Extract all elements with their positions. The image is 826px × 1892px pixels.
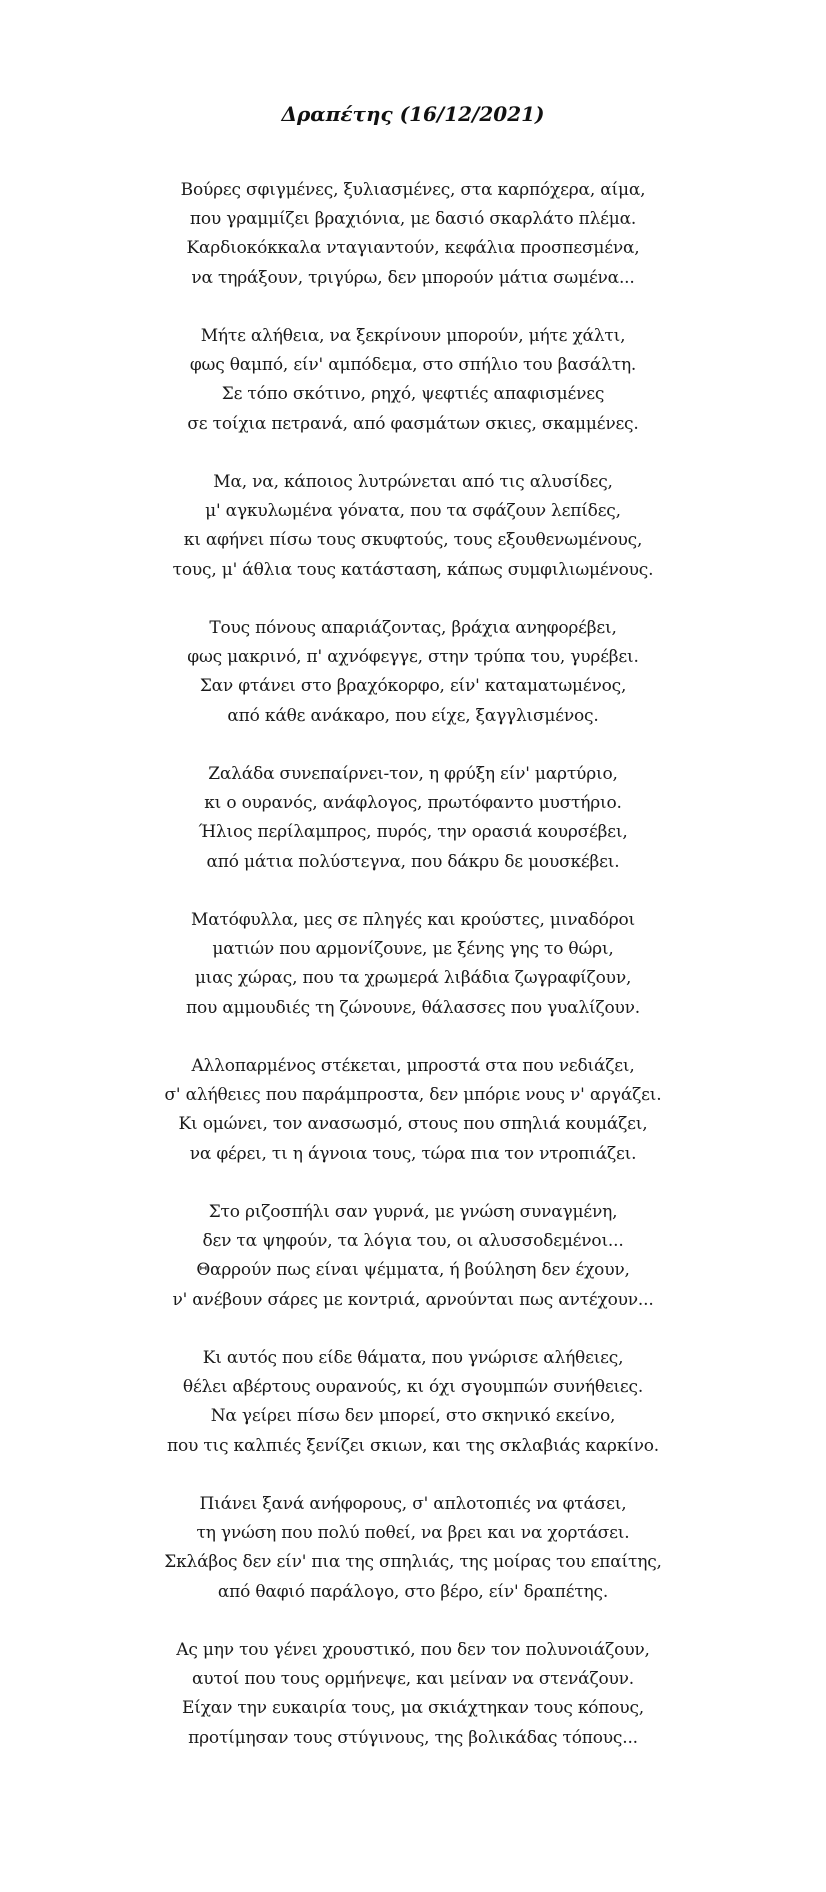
poem-line: Θαρρούν πως είναι ψέμματα, ή βούληση δεν έχουν, [196, 1260, 630, 1281]
poem-line: προτίμησαν τους στύγινους, της βολικάδας τόπους... [188, 1727, 638, 1748]
poem-line: Ήλιος περίλαμπρος, πυρός, την ορασιά κουρσέβει, [198, 822, 628, 843]
poem-line: Ματόφυλλα, μες σε πληγές και κρούστες, μιναδόροι [190, 910, 636, 930]
poem-line: που τις καλπιές ξενίζει σκιων, και της σκλαβιάς καρκίνο. [167, 1435, 659, 1456]
poem-line: να φέρει, τι η άγνοια τους, τώρα πια τον ντροπιάζει. [189, 1143, 637, 1164]
poem-line: Σκλάβος δεν είν' πια της σπηλιάς, της μοίρας του επαίτης, [164, 1552, 662, 1573]
poem-line: Βούρες σφιγμένες, ξυλιασμένες, στα καρπόχερα, αίμα, [180, 180, 646, 200]
poem-line: σε τοίχια πετρανά, από φασμάτων σκιες, σκαμμένες. [187, 413, 639, 434]
poem-line: Σε τόπο σκότινο, ρηχό, ψεφτιές απαφισμένες [221, 384, 605, 405]
poem-line: από θαφιό παράλογο, στο βέρο, είν' δραπέτης. [217, 1581, 609, 1602]
poem-stanza [0, 906, 826, 1052]
poem-body [0, 176, 826, 1782]
poem-stanza [0, 1490, 826, 1636]
poem-line: τους, μ' άθλια τους κατάσταση, κάπως συμφιλιωμένους. [172, 559, 654, 580]
poem-line: μιας χώρας, που τα χρωμερά λιβάδια ζωγραφίζουν, [194, 968, 632, 989]
poem-line: Κι αυτός που είδε θάματα, που γνώρισε αλήθειες, [202, 1348, 624, 1368]
poem-line: που γραμμίζει βραχιόνια, με δασιό σκαρλάτο πλέμα. [189, 209, 637, 230]
poem-line: κι αφήνει πίσω τους σκυφτούς, τους εξουθενωμένους, [183, 530, 643, 551]
poem-line: τη γνώση που πολύ ποθεί, να βρει και να χορτάσει. [196, 1523, 630, 1544]
poem-line: Να γείρει πίσω δεν μπορεί, στο σκηνικό εκείνο, [210, 1406, 616, 1427]
poem-line: από κάθε ανάκαρο, που είχε, ξαγγλισμένος. [227, 705, 599, 726]
poem-line: φως μακρινό, π' αχνόφεγγε, στην τρύπα του, γυρέβει. [187, 647, 639, 668]
poem-stanza [0, 760, 826, 906]
poem-stanza [0, 322, 826, 468]
poem-line: αυτοί που τους ορμήνεψε, και μείναν να στενάζουν. [192, 1669, 634, 1690]
poem-line: Μα, να, κάποιος λυτρώνεται από τις αλυσίδες, [213, 472, 613, 492]
poem-stanza [0, 1344, 826, 1490]
poem-line: Ας μην του γένει χρουστικό, που δεν τον πολυνοιάζουν, [176, 1640, 650, 1660]
poem-stanza [0, 468, 826, 614]
poem-line: σ' αλήθειες που παράμπροστα, δεν μπόριε νους ν' αργάζει. [164, 1085, 662, 1106]
poem-line: θέλει αβέρτους ουρανούς, κι όχι σγουμπών συνήθειες. [182, 1377, 644, 1398]
poem-stanza [0, 176, 826, 322]
poem-line: Μήτε αλήθεια, να ξεκρίνουν μπορούν, μήτε χάλτι, [200, 326, 626, 346]
poem-line: Ζαλάδα συνεπαίρνει-τον, η φρύξη είν' μαρτύριο, [208, 764, 618, 784]
poem-line: δεν τα ψηφούν, τα λόγια του, οι αλυσσοδεμένοι... [202, 1231, 624, 1252]
poem-line: κι ο ουρανός, ανάφλογος, πρωτόφαντο μυστήριο. [204, 793, 622, 814]
poem-line: ν' ανέβουν σάρες με κοντριά, αρνούνται πως αντέχουν... [172, 1289, 654, 1310]
poem-line: φως θαμπό, είν' αμπόδεμα, στο σπήλιο του βασάλτη. [189, 355, 637, 376]
poem-line: Στο ριζοσπήλι σαν γυρνά, με γνώση συναγμένη, [208, 1202, 618, 1222]
poem-line: μ' αγκυλωμένα γόνατα, που τα σφάζουν λεπίδες, [205, 501, 621, 522]
poem-line: που αμμουδιές τη ζώνουνε, θάλασσες που γυαλίζουν. [185, 997, 641, 1018]
poem-line: Πιάνει ξανά ανήφορους, σ' απλοτοπιές να φτάσει, [199, 1494, 627, 1514]
poem-stanza [0, 1636, 826, 1782]
poem-line: Σαν φτάνει στο βραχόκορφο, είν' καταματωμένος, [199, 676, 627, 697]
poem-line: να τηράξουν, τριγύρω, δεν μπορούν μάτια σωμένα... [191, 267, 635, 288]
poem-line: Είχαν την ευκαιρία τους, μα σκιάχτηκαν τους κόπους, [182, 1698, 644, 1719]
poem-line: Αλλοπαρμένος στέκεται, μπροστά στα που νεδιάζει, [191, 1056, 635, 1076]
poem-title: Δραπέτης (16/12/2021) [281, 102, 545, 126]
poem-line: ματιών που αρμονίζουνε, με ξένης γης το θώρι, [212, 939, 614, 960]
poem-line: Καρδιοκόκκαλα νταγιαντούν, κεφάλια προσπεσμένα, [186, 238, 640, 259]
poem-line: Κι ομώνει, τον ανασωσμό, στους που σπηλιά κουμάζει, [178, 1114, 648, 1135]
poem-line: Τους πόνους απαριάζοντας, βράχια ανηφορέβει, [209, 618, 617, 638]
poem-stanza [0, 614, 826, 760]
poem-stanza [0, 1052, 826, 1198]
poem-line: από μάτια πολύστεγνα, που δάκρυ δε μουσκέβει. [206, 851, 620, 872]
poem-stanza [0, 1198, 826, 1344]
